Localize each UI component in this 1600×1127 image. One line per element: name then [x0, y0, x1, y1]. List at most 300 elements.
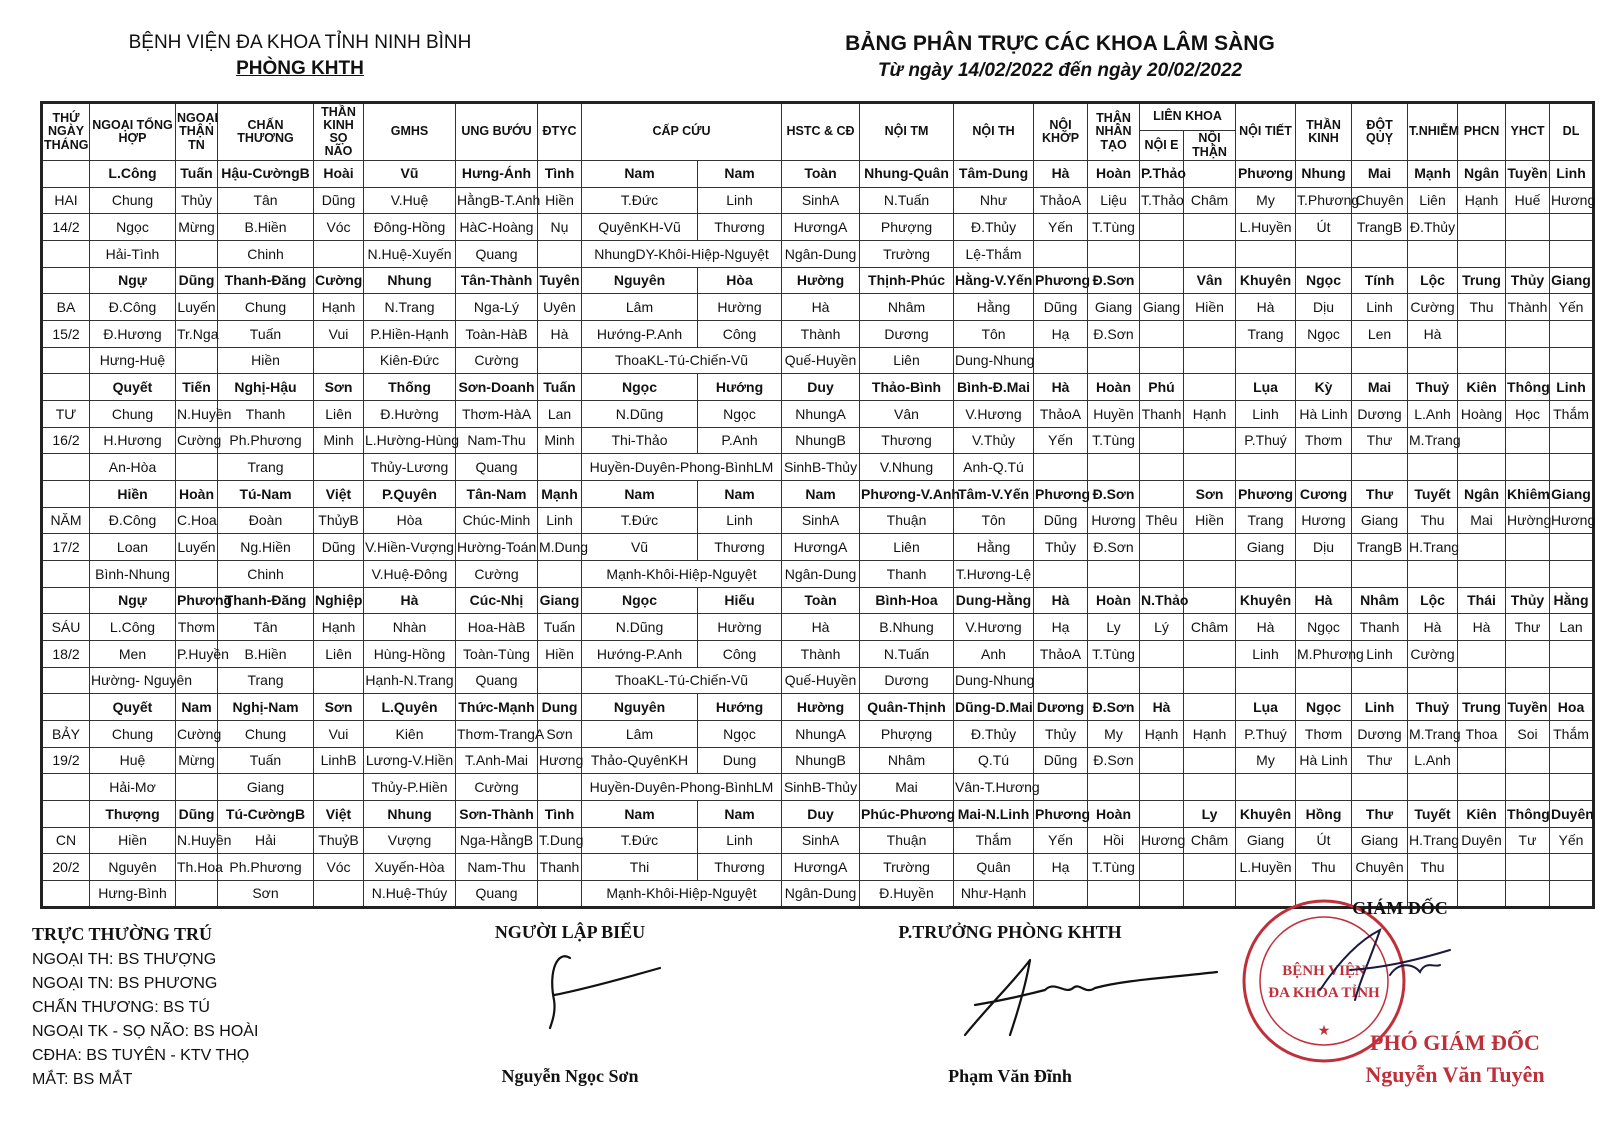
schedule-cell	[176, 561, 218, 588]
schedule-cell: Giang	[1140, 294, 1184, 321]
schedule-cell: L.Công	[90, 614, 176, 641]
schedule-cell: Thơm	[1296, 721, 1352, 748]
schedule-cell: T.Tùng	[1088, 427, 1140, 454]
schedule-cell	[1184, 534, 1236, 561]
schedule-cell: T.Đức	[582, 827, 698, 854]
schedule-cell: Hương	[538, 747, 582, 774]
schedule-cell: Hường	[1506, 507, 1550, 534]
schedule-cell	[1184, 641, 1236, 668]
schedule-cell	[1550, 534, 1594, 561]
schedule-cell: Hoa	[1550, 694, 1594, 721]
schedule-cell: Quân-Thịnh	[860, 694, 954, 721]
schedule-cell: Trường	[860, 854, 954, 881]
schedule-cell	[1506, 427, 1550, 454]
schedule-cell: Dung-Hằng	[954, 587, 1034, 614]
schedule-cell: N.Huyền	[176, 827, 218, 854]
schedule-cell: Huyền	[1088, 401, 1140, 428]
schedule-cell: Nhung	[364, 267, 456, 294]
schedule-cell: Quyết	[90, 694, 176, 721]
schedule-cell: Cường	[314, 267, 364, 294]
schedule-cell: Hằng	[954, 294, 1034, 321]
schedule-cell: Hoàn	[1088, 801, 1140, 828]
schedule-cell: Vui	[314, 721, 364, 748]
schedule-cell: ThảoA	[1034, 401, 1088, 428]
schedule-cell	[1184, 854, 1236, 881]
schedule-cell: Nam	[582, 481, 698, 508]
schedule-cell: Mai	[1352, 161, 1408, 188]
schedule-cell	[1034, 881, 1088, 908]
schedule-cell: Đoàn	[218, 507, 314, 534]
schedule-cell: Uyên	[538, 294, 582, 321]
schedule-cell: Thành	[1506, 294, 1550, 321]
col-header-hstc: HSTC & CĐ	[782, 103, 860, 161]
schedule-cell: Tr.Nga	[176, 321, 218, 348]
schedule-cell	[1140, 427, 1184, 454]
schedule-cell: Lệ-Thắm	[954, 241, 1034, 268]
schedule-cell: P.Hiền-Hạnh	[364, 321, 456, 348]
schedule-cell	[1408, 774, 1458, 801]
schedule-cell: Yến	[1550, 294, 1594, 321]
schedule-cell: Tình	[538, 801, 582, 828]
schedule-cell: M.Dung	[538, 534, 582, 561]
schedule-cell: N.Huệ-Thúy	[364, 881, 456, 908]
table-row	[42, 507, 1594, 534]
document-title: BẢNG PHÂN TRỰC CÁC KHOA LÂM SÀNG	[845, 32, 1275, 55]
schedule-cell: Chung	[90, 721, 176, 748]
schedule-cell: Phương	[1034, 481, 1088, 508]
schedule-cell: Toàn	[782, 161, 860, 188]
schedule-cell: Sơn	[1184, 481, 1236, 508]
hospital-name: BỆNH VIỆN ĐA KHOA TỈNH NINH BÌNH	[128, 32, 472, 53]
schedule-cell: V.Thủy	[954, 427, 1034, 454]
schedule-cell: T.Tùng	[1088, 854, 1140, 881]
schedule-cell: ThủyB	[314, 507, 364, 534]
schedule-cell: Thu	[1458, 294, 1506, 321]
schedule-cell: Dũng-D.Mai	[954, 694, 1034, 721]
schedule-cell	[176, 454, 218, 481]
schedule-cell: Hạnh	[1140, 721, 1184, 748]
schedule-cell: Dung-Nhung	[954, 667, 1034, 694]
schedule-cell: Quang	[456, 454, 538, 481]
schedule-cell: Hướng	[698, 694, 782, 721]
schedule-cell: Lương-V.Hiền	[364, 747, 456, 774]
schedule-cell: N.Huệ-Xuyến	[364, 241, 456, 268]
col-header-ngoai-than: NGOẠI THẬN TN	[176, 103, 218, 161]
deputy-director-name: Nguyễn Văn Tuyên	[1365, 1062, 1545, 1087]
schedule-cell	[1034, 561, 1088, 588]
schedule-cell: Quang	[456, 241, 538, 268]
schedule-cell: Cúc-Nhị	[456, 587, 538, 614]
schedule-cell	[1506, 241, 1550, 268]
schedule-cell: Nam	[698, 481, 782, 508]
schedule-cell: Tuyên	[538, 267, 582, 294]
schedule-cell: Sơn-Doanh	[456, 374, 538, 401]
schedule-cell: L.Công	[90, 161, 176, 188]
schedule-cell: Thắm	[1550, 401, 1594, 428]
schedule-cell: Minh	[538, 427, 582, 454]
preparer-name-block	[460, 1066, 680, 1087]
schedule-cell: Thi	[582, 854, 698, 881]
day-cell	[42, 667, 90, 694]
schedule-cell: SinhA	[782, 507, 860, 534]
schedule-cell: L.Anh	[1408, 401, 1458, 428]
schedule-cell: Đ.Hương	[90, 321, 176, 348]
schedule-cell: Hoàn	[1088, 587, 1140, 614]
schedule-cell: Vui	[314, 321, 364, 348]
schedule-cell: Hằng	[1550, 587, 1594, 614]
schedule-cell: Phương-V.Anh	[860, 481, 954, 508]
schedule-cell: Duyên	[1458, 827, 1506, 854]
schedule-cell: Thắm	[954, 827, 1034, 854]
schedule-cell: Tân	[218, 614, 314, 641]
day-cell: TƯ	[42, 401, 90, 428]
schedule-cell: Ngọc	[90, 214, 176, 241]
schedule-cell: V.Hương	[954, 614, 1034, 641]
schedule-cell	[1458, 561, 1506, 588]
schedule-cell: Luyến	[176, 534, 218, 561]
schedule-cell: Thu	[1408, 854, 1458, 881]
schedule-cell: Ngọc	[1296, 694, 1352, 721]
resident-duty-block	[32, 922, 258, 1092]
schedule-cell	[1140, 747, 1184, 774]
schedule-cell	[1458, 774, 1506, 801]
schedule-cell	[176, 774, 218, 801]
schedule-cell: V.Nhung	[860, 454, 954, 481]
table-row	[42, 801, 1594, 828]
schedule-cell: Ngọc	[582, 587, 698, 614]
table-row	[42, 401, 1594, 428]
schedule-cell: Minh	[314, 427, 364, 454]
schedule-cell: Dương	[1352, 721, 1408, 748]
schedule-cell: T.Anh-Mai	[456, 747, 538, 774]
schedule-cell: SinhA	[782, 187, 860, 214]
schedule-cell	[1140, 854, 1184, 881]
table-row	[42, 614, 1594, 641]
schedule-cell: HằngB-T.Anh	[456, 187, 538, 214]
schedule-cell: Giang	[1236, 534, 1296, 561]
schedule-cell	[538, 347, 582, 374]
schedule-cell: P.Anh	[698, 427, 782, 454]
schedule-cell: Thi-Thảo	[582, 427, 698, 454]
schedule-cell: Th.Hoa	[176, 854, 218, 881]
schedule-cell: Thanh	[1140, 401, 1184, 428]
schedule-cell	[1140, 454, 1184, 481]
schedule-cell	[314, 241, 364, 268]
schedule-cell: Phương	[1034, 801, 1088, 828]
schedule-cell	[1088, 347, 1140, 374]
schedule-cell	[1550, 454, 1594, 481]
schedule-cell	[538, 881, 582, 908]
schedule-cell: Thành	[782, 641, 860, 668]
schedule-cell: Quân	[954, 854, 1034, 881]
table-row	[42, 347, 1594, 374]
schedule-cell	[1236, 561, 1296, 588]
schedule-cell: V.Hương	[954, 401, 1034, 428]
schedule-cell: ThảoA	[1034, 187, 1088, 214]
schedule-cell: Mạnh	[1408, 161, 1458, 188]
col-header-dot-quy: ĐỘT QUỴ	[1352, 103, 1408, 161]
day-cell	[42, 374, 90, 401]
schedule-cell: Nhung	[1296, 161, 1352, 188]
schedule-cell: Hạnh	[1184, 721, 1236, 748]
schedule-cell: N.Dũng	[582, 401, 698, 428]
schedule-cell: Kiên	[1458, 801, 1506, 828]
schedule-cell: Dương	[1034, 694, 1088, 721]
schedule-cell: Tuyền	[1506, 161, 1550, 188]
schedule-cell	[1352, 774, 1408, 801]
schedule-cell: Quế-Huyền	[782, 347, 860, 374]
schedule-cell: Đông-Hồng	[364, 214, 456, 241]
schedule-cell	[1506, 534, 1550, 561]
schedule-cell: P.Thảo	[1140, 161, 1184, 188]
schedule-cell	[314, 774, 364, 801]
schedule-cell: Liên	[314, 641, 364, 668]
schedule-cell	[1184, 561, 1236, 588]
schedule-cell: Tính	[1352, 267, 1408, 294]
day-cell	[42, 241, 90, 268]
schedule-cell: Nhàn	[364, 614, 456, 641]
col-header-dtyc: ĐTYC	[538, 103, 582, 161]
schedule-cell: C.Hoa	[176, 507, 218, 534]
schedule-cell	[1088, 561, 1140, 588]
schedule-cell: Nam-Thu	[456, 854, 538, 881]
schedule-cell: Đ.Thủy	[1408, 214, 1458, 241]
preparer-signature	[540, 940, 680, 1035]
schedule-cell: Khuyên	[1236, 267, 1296, 294]
schedule-cell: Thảo-Bình	[860, 374, 954, 401]
col-header-than-kinh: THẦN KINH	[1296, 103, 1352, 161]
schedule-cell	[1140, 534, 1184, 561]
day-cell: BA	[42, 294, 90, 321]
schedule-cell: Công	[698, 641, 782, 668]
schedule-cell: Châm	[1184, 827, 1236, 854]
schedule-cell: H.Trang	[1408, 827, 1458, 854]
schedule-cell	[314, 347, 364, 374]
schedule-cell: Ngân	[1458, 161, 1506, 188]
schedule-cell	[1184, 321, 1236, 348]
col-header-phcn: PHCN	[1458, 103, 1506, 161]
schedule-cell: Cường	[1408, 294, 1458, 321]
schedule-cell: Châm	[1184, 187, 1236, 214]
schedule-cell: Tuyền	[1506, 694, 1550, 721]
schedule-cell	[538, 454, 582, 481]
schedule-cell: Ngọc	[698, 721, 782, 748]
schedule-cell: Chinh	[218, 561, 314, 588]
schedule-cell: My	[1236, 747, 1296, 774]
col-header-day: THỨ NGÀY THÁNG	[42, 103, 90, 161]
schedule-cell: Hà	[1296, 587, 1352, 614]
schedule-cell: Ngân-Dung	[782, 561, 860, 588]
table-row	[42, 827, 1594, 854]
schedule-cell: Dung-Nhung	[954, 347, 1034, 374]
schedule-cell	[1236, 347, 1296, 374]
stamp-text-bottom: ĐA KHOA TỈNH	[1268, 985, 1380, 1001]
schedule-cell: Dương	[860, 321, 954, 348]
schedule-cell: Hà	[1458, 614, 1506, 641]
schedule-cell: Cường	[1408, 641, 1458, 668]
schedule-cell: Soi	[1506, 721, 1550, 748]
schedule-cell	[1184, 427, 1236, 454]
schedule-cell: Hải-Mơ	[90, 774, 176, 801]
schedule-cell: Chung	[90, 187, 176, 214]
schedule-cell: Cường	[176, 721, 218, 748]
schedule-cell: Cường	[176, 427, 218, 454]
schedule-cell: Thắm	[1550, 721, 1594, 748]
col-header-noi-e: NỘI E	[1140, 131, 1184, 161]
schedule-cell: Hương	[1140, 827, 1184, 854]
schedule-cell: Hiền	[538, 187, 582, 214]
schedule-cell: ThoaKL-Tú-Chiến-Vũ	[582, 347, 782, 374]
schedule-cell: Thư	[1352, 427, 1408, 454]
schedule-body	[42, 161, 1594, 908]
schedule-cell	[1140, 214, 1184, 241]
schedule-cell: Phương	[1236, 481, 1296, 508]
schedule-cell: V.Huệ	[364, 187, 456, 214]
schedule-cell: Hiền	[1184, 507, 1236, 534]
col-header-ung-buou: UNG BƯỚU	[456, 103, 538, 161]
schedule-cell	[1408, 347, 1458, 374]
schedule-cell: Hướng	[698, 374, 782, 401]
schedule-cell	[1458, 641, 1506, 668]
schedule-cell: Cường	[456, 347, 538, 374]
day-cell: HAI	[42, 187, 90, 214]
schedule-cell: Nghiệp	[314, 587, 364, 614]
schedule-cell	[1140, 667, 1184, 694]
schedule-cell: Mạnh	[538, 481, 582, 508]
schedule-cell: HươngA	[782, 854, 860, 881]
table-row	[42, 241, 1594, 268]
day-cell	[42, 454, 90, 481]
schedule-cell: Thư	[1352, 747, 1408, 774]
schedule-cell: Dũng	[176, 267, 218, 294]
schedule-cell: Sơn	[218, 881, 314, 908]
schedule-cell: Chinh	[218, 241, 314, 268]
resident-line: NGOẠI TK - SỌ NÃO: BS HOÀI	[32, 1023, 259, 1040]
schedule-cell: Hoài	[314, 161, 364, 188]
day-cell	[42, 801, 90, 828]
schedule-cell: T.Phương	[1296, 187, 1352, 214]
schedule-cell: Phú	[1140, 374, 1184, 401]
schedule-cell: Tú-CườngB	[218, 801, 314, 828]
schedule-cell: Nam	[782, 481, 860, 508]
schedule-cell: Việt	[314, 481, 364, 508]
schedule-cell: Ngân	[1458, 481, 1506, 508]
schedule-cell	[1550, 854, 1594, 881]
schedule-cell: Tân-Nam	[456, 481, 538, 508]
preparer-name: Nguyễn Ngọc Sơn	[501, 1066, 639, 1086]
stamp-text-top: BỆNH VIỆN	[1282, 963, 1366, 979]
schedule-cell: Giang	[538, 587, 582, 614]
schedule-cell: Huyền-Duyên-Phong-BìnhLM	[582, 774, 782, 801]
day-cell: SÁU	[42, 614, 90, 641]
schedule-cell: Hường- Nguyên	[90, 667, 176, 694]
document-header	[800, 32, 1320, 82]
schedule-cell: L.Huyền	[1236, 854, 1296, 881]
schedule-cell	[1458, 241, 1506, 268]
schedule-cell: Thủy	[176, 187, 218, 214]
day-cell: 14/2	[42, 214, 90, 241]
schedule-cell: Thương	[698, 534, 782, 561]
schedule-cell: Hiền	[90, 827, 176, 854]
schedule-cell: Đ.Sơn	[1088, 534, 1140, 561]
schedule-cell	[1140, 481, 1184, 508]
resident-duty-title: TRỰC THƯỜNG TRÚ	[32, 924, 213, 944]
schedule-cell: Linh	[1550, 374, 1594, 401]
schedule-cell: Út	[1296, 214, 1352, 241]
schedule-cell: Mai-N.Linh	[954, 801, 1034, 828]
schedule-cell	[1184, 374, 1236, 401]
schedule-cell: NhungB	[782, 747, 860, 774]
schedule-cell: Vũ	[364, 161, 456, 188]
schedule-cell: Hà	[1034, 374, 1088, 401]
table-row	[42, 214, 1594, 241]
schedule-cell: Hoàn	[1088, 161, 1140, 188]
schedule-cell: Linh	[1236, 401, 1296, 428]
schedule-cell: Hòa	[364, 507, 456, 534]
schedule-cell: Phương	[176, 587, 218, 614]
schedule-cell: Anh-Q.Tú	[954, 454, 1034, 481]
schedule-cell	[314, 881, 364, 908]
schedule-cell: Thơm	[176, 614, 218, 641]
schedule-cell: Giang	[1550, 481, 1594, 508]
schedule-cell	[1550, 321, 1594, 348]
schedule-cell: T.Tùng	[1088, 641, 1140, 668]
schedule-cell: Nhung	[364, 801, 456, 828]
duty-schedule-table	[40, 101, 1595, 909]
schedule-cell	[1506, 854, 1550, 881]
schedule-cell	[1184, 454, 1236, 481]
schedule-cell: Thanh	[860, 561, 954, 588]
schedule-cell	[1140, 774, 1184, 801]
schedule-cell	[1034, 241, 1088, 268]
schedule-cell: Lâm	[582, 721, 698, 748]
schedule-cell	[1140, 267, 1184, 294]
schedule-cell	[1408, 241, 1458, 268]
table-row	[42, 427, 1594, 454]
schedule-cell: Khuyên	[1236, 587, 1296, 614]
schedule-cell: NhungDY-Khôi-Hiệp-Nguyệt	[582, 241, 782, 268]
schedule-cell: Ngọc	[698, 401, 782, 428]
schedule-cell: Nguyên	[582, 694, 698, 721]
schedule-cell: Hiền	[218, 347, 314, 374]
schedule-cell: Tuấn	[218, 747, 314, 774]
schedule-cell	[1140, 347, 1184, 374]
schedule-cell	[1506, 747, 1550, 774]
schedule-cell: Hoàng	[1458, 401, 1506, 428]
table-row	[42, 667, 1594, 694]
schedule-cell: Tình	[538, 161, 582, 188]
table-row	[42, 561, 1594, 588]
date-range: Từ ngày 14/02/2022 đến ngày 20/02/2022	[877, 60, 1243, 81]
schedule-cell: Ngọc	[1296, 267, 1352, 294]
schedule-cell: V.Huệ-Đông	[364, 561, 456, 588]
col-header-than-nhan-tao: THẬN NHÂN TẠO	[1088, 103, 1140, 161]
schedule-cell: Hà	[1408, 614, 1458, 641]
schedule-cell	[1088, 667, 1140, 694]
col-header-lien-khoa: LIÊN KHOA	[1140, 103, 1236, 131]
col-header-t-nhiem: T.NHIỄM	[1408, 103, 1458, 161]
schedule-cell: Nguyên	[582, 267, 698, 294]
schedule-cell: Nguyên	[90, 854, 176, 881]
schedule-cell: Giang	[1352, 827, 1408, 854]
schedule-cell	[1140, 641, 1184, 668]
day-cell	[42, 347, 90, 374]
schedule-cell: Thủy-P.Hiền	[364, 774, 456, 801]
schedule-cell: Tôn	[954, 507, 1034, 534]
day-cell	[42, 774, 90, 801]
schedule-cell: Thuỷ	[1408, 694, 1458, 721]
schedule-cell: B.Hiền	[218, 214, 314, 241]
